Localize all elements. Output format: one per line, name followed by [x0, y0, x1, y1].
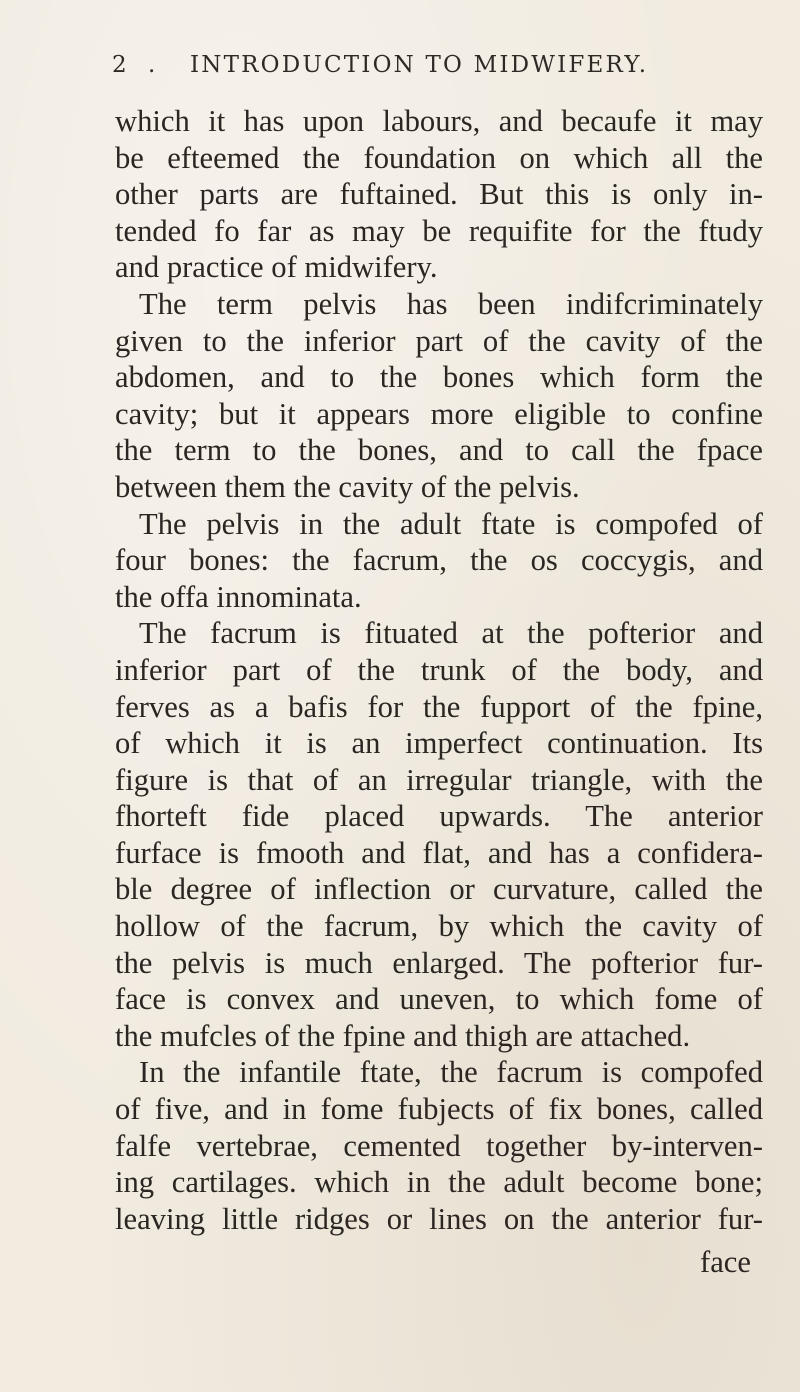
text-line: ble degree of inflection or curvature, called the	[115, 872, 763, 907]
text-line: The pelvis in the adult ftate is compofed of	[139, 506, 763, 541]
text-line: between them the cavity of the pelvis.	[115, 469, 580, 504]
text-line: four bones: the facrum, the os coccygis, and	[115, 543, 763, 578]
text-line: which it has upon labours, and becaufe it may	[115, 104, 763, 138]
text-line: other parts are fuftained. But this is only in-	[115, 177, 763, 212]
text-line: cavity; but it appears more eligible to confine	[115, 396, 763, 431]
text-line: tended fo far as may be requifite for the ftudy	[115, 213, 763, 248]
paragraph-2	[115, 286, 763, 506]
text-line: the term to the bones, and to call the fpace	[115, 433, 763, 468]
running-title: INTRODUCTION TO MIDWIFERY.	[190, 52, 649, 78]
text-line: The term pelvis has been indifcriminately	[139, 286, 763, 321]
paragraph-3	[115, 506, 763, 616]
text-line: the offa innominata.	[115, 579, 362, 614]
body-text	[115, 103, 763, 1237]
text-line: given to the inferior part of the cavity of the	[115, 323, 763, 358]
text-line: fhorteft fide placed upwards. The anterior	[115, 799, 763, 834]
text-line: The facrum is fituated at the pofterior and	[139, 616, 763, 651]
catchword: face	[700, 1245, 751, 1279]
text-line: face is convex and uneven, to which fome of	[115, 982, 763, 1017]
text-line: furface is fmooth and flat, and has a confidera-	[115, 835, 763, 870]
text-line: of five, and in fome fubjects of fix bones, called	[115, 1092, 763, 1127]
text-line: ing cartilages. which in the adult become bone;	[115, 1165, 763, 1200]
text-line: falfe vertebrae, cemented together by-interven-	[115, 1128, 763, 1163]
text-line: and practice of midwifery.	[115, 250, 438, 285]
text-line: leaving little ridges or lines on the anterior fur-	[115, 1201, 763, 1236]
text-line: of which it is an imperfect continuation. Its	[115, 726, 763, 761]
text-line: the pelvis is much enlarged. The pofterior fur-	[115, 945, 763, 980]
text-line: figure is that of an irregular triangle, with the	[115, 762, 763, 797]
text-line: ferves as a bafis for the fupport of the fpine,	[115, 689, 763, 724]
text-line: abdomen, and to the bones which form the	[115, 360, 763, 395]
running-head	[112, 52, 752, 92]
text-line: be efteemed the foundation on which all the	[115, 140, 763, 175]
text-line: hollow of the facrum, by which the cavity of	[115, 909, 763, 944]
paragraph-1	[115, 103, 763, 286]
text-line: the mufcles of the fpine and thigh are attached.	[115, 1018, 691, 1053]
header-separator: .	[148, 52, 158, 78]
text-line: inferior part of the trunk of the body, and	[115, 652, 763, 687]
text-line: In the infantile ftate, the facrum is compofed	[139, 1055, 763, 1090]
paragraph-5	[115, 1054, 763, 1237]
paragraph-4	[115, 615, 763, 1054]
page-number: 2	[112, 52, 129, 78]
